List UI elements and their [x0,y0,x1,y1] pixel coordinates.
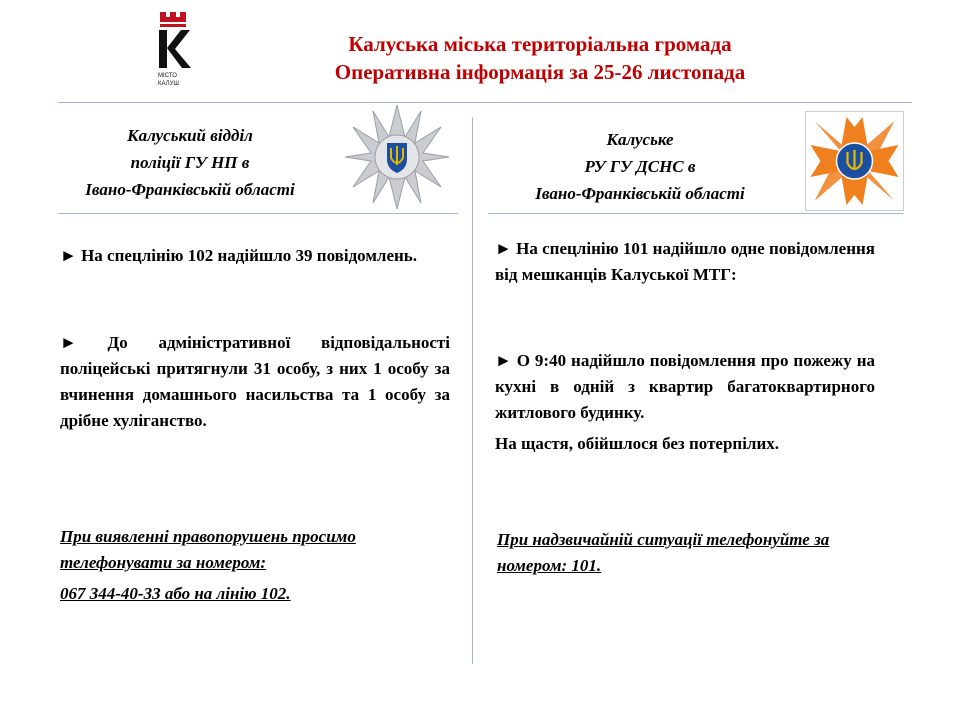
right-heading-divider [488,213,904,214]
police-heading-line: поліції ГУ НП в [130,153,250,172]
page-title: Калуська міська територіальна громада [348,32,732,56]
dsns-heading-line: Івано-Франківській області [535,184,745,203]
police-heading-line: Івано-Франківській області [85,180,295,199]
police-heading-line: Калуський відділ [127,126,253,145]
dsns-emblem-icon [805,111,904,211]
page-subtitle: Оперативна інформація за 25-26 листопада [334,60,746,84]
police-phone: 067 344-40-33 або на лінію 102. [60,584,291,603]
police-heading [55,122,325,203]
police-appeal: При виявленні правопорушень просимо телефонувати за номером: [60,527,356,572]
column-divider [472,117,473,664]
police-badge-icon [343,104,451,210]
logo-text-line2: КАЛУШ [158,81,179,87]
dsns-report-fire: ► О 9:40 надійшло повідомлення про пожежу на кухні в одній з квартир багатоквартирного житлового будинку. [495,351,875,422]
logo-text-line1: МІСТО [158,73,177,79]
dsns-heading [490,126,790,207]
dsns-heading-line: РУ ГУ ДСНС в [584,157,696,176]
dsns-heading-line: Калуське [606,130,674,149]
dsns-report-calls: ► На спецлінію 101 надійшло одне повідомлення від мешканців Калуської МТГ: [495,239,875,284]
kalush-city-logo [155,10,197,92]
dsns-appeal: При надзвичайній ситуації телефонуйте за номером: 101. [497,530,830,575]
police-report-calls: ► На спецлінію 102 надійшло 39 повідомлень. [60,246,418,265]
top-divider [58,102,912,103]
dsns-report-outcome: На щастя, обійшлося без потерпілих. [495,434,780,453]
police-report-admin: ► До адміністративної відповідальності поліцейські притягнули 31 особу, з них 1 особу за вчинення домашнього насильства та 1 особу за дрібне хуліганство. [60,333,450,430]
left-heading-divider [58,213,458,214]
